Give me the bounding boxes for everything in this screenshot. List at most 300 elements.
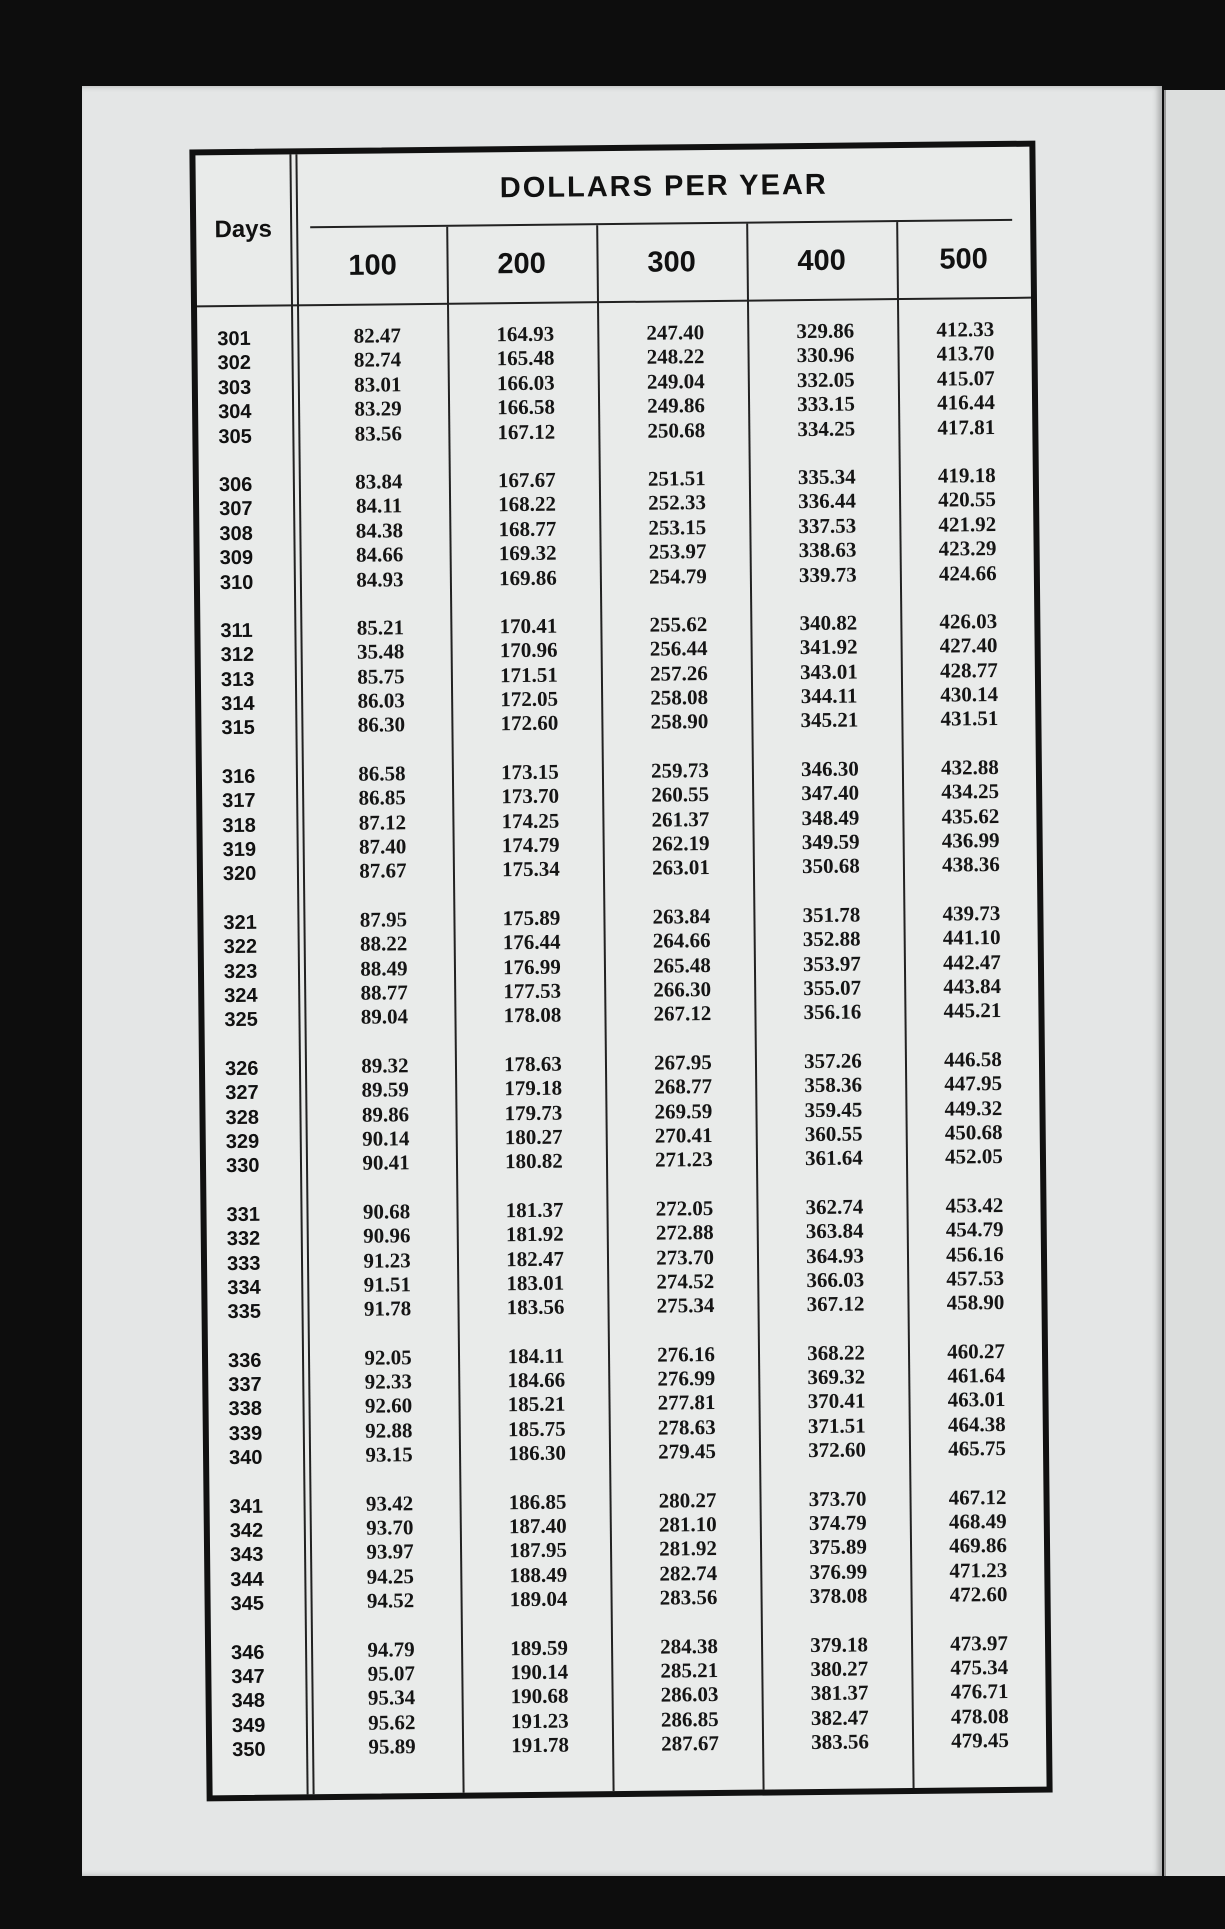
- value-cell: 183.01: [506, 1270, 565, 1296]
- value-cell: 375.89: [809, 1534, 868, 1560]
- value-cell: 415.07: [936, 365, 995, 391]
- table-header: [195, 147, 1031, 308]
- value-cell: 164.93: [496, 321, 555, 347]
- value-cell: 374.79: [808, 1510, 867, 1536]
- adjacent-page-edge: [1164, 90, 1225, 1876]
- value-cell: 186.30: [508, 1440, 567, 1466]
- value-cell: 379.18: [810, 1632, 869, 1657]
- value-cell: 188.49: [509, 1562, 568, 1587]
- value-cell: 461.64: [947, 1363, 1006, 1388]
- value-cell: 278.63: [657, 1414, 716, 1440]
- value-cell: 85.75: [357, 663, 405, 689]
- day-cell: 329: [225, 1130, 260, 1154]
- value-cell: 84.11: [355, 493, 403, 519]
- day-cell: 306: [218, 473, 253, 497]
- value-cell: 346.30: [800, 756, 859, 781]
- day-cell: 309: [219, 546, 254, 570]
- value-cell: 273.70: [655, 1244, 714, 1270]
- value-cell: 186.85: [508, 1489, 567, 1514]
- value-cell: 275.34: [656, 1293, 715, 1318]
- value-cell: 283.56: [659, 1585, 718, 1610]
- value-cell: 189.59: [510, 1635, 569, 1660]
- value-cell: 467.12: [948, 1484, 1007, 1510]
- day-cell: 343: [229, 1544, 264, 1567]
- value-cell: 263.84: [652, 903, 711, 929]
- value-cell: 468.49: [948, 1509, 1007, 1534]
- value-cell: 93.15: [365, 1442, 413, 1467]
- day-cell: 314: [221, 692, 255, 716]
- value-cell: 90.96: [363, 1223, 411, 1248]
- value-cell: 352.88: [802, 926, 861, 952]
- value-cell: 475.34: [950, 1654, 1009, 1680]
- value-cell: 286.03: [660, 1682, 719, 1707]
- value-cell: 264.66: [652, 928, 711, 953]
- value-cell: 361.64: [804, 1145, 863, 1171]
- values-column-100: [303, 323, 466, 1784]
- value-cell: 252.33: [648, 490, 707, 516]
- value-cell: 172.05: [500, 686, 559, 712]
- day-cell: 323: [223, 960, 258, 983]
- values-column-500: [897, 317, 1048, 1778]
- day-cell: 321: [223, 911, 257, 934]
- values-column-300: [601, 320, 764, 1781]
- value-cell: 447.95: [944, 1071, 1003, 1096]
- value-cell: 263.01: [651, 855, 710, 881]
- value-cell: 174.79: [501, 832, 560, 858]
- value-cell: 82.47: [353, 323, 402, 348]
- value-cell: 88.77: [360, 980, 408, 1005]
- value-cell: 267.12: [653, 1001, 712, 1027]
- value-cell: 362.74: [805, 1194, 864, 1219]
- value-cell: 333.15: [797, 391, 856, 417]
- value-cell: 372.60: [808, 1437, 867, 1463]
- value-cell: 183.56: [506, 1294, 565, 1320]
- value-cell: 458.90: [946, 1290, 1005, 1315]
- day-cell: 313: [220, 668, 255, 691]
- value-cell: 92.88: [365, 1418, 413, 1443]
- value-cell: 285.21: [660, 1657, 719, 1683]
- value-cell: 253.15: [648, 514, 707, 540]
- value-cell: 260.55: [651, 782, 710, 807]
- value-cell: 339.73: [798, 562, 857, 587]
- value-cell: 269.59: [654, 1098, 713, 1124]
- day-cell: 340: [228, 1447, 263, 1470]
- value-cell: 341.92: [799, 634, 858, 660]
- value-cell: 257.26: [649, 660, 708, 686]
- value-cell: 181.37: [505, 1197, 564, 1222]
- day-cell: 338: [228, 1398, 263, 1421]
- value-cell: 368.22: [807, 1340, 866, 1365]
- column-header-200: 200: [497, 247, 546, 280]
- value-cell: 184.11: [507, 1343, 565, 1368]
- day-cell: 330: [225, 1155, 260, 1178]
- day-cell: 331: [226, 1203, 261, 1226]
- value-cell: 282.74: [659, 1560, 718, 1586]
- value-cell: 378.08: [809, 1583, 868, 1609]
- value-cell: 357.26: [803, 1048, 862, 1073]
- value-cell: 175.34: [501, 857, 560, 882]
- value-cell: 465.75: [948, 1436, 1007, 1461]
- value-cell: 454.79: [945, 1217, 1004, 1242]
- value-cell: 95.62: [368, 1709, 416, 1735]
- day-cell: 308: [219, 522, 253, 545]
- value-cell: 373.70: [808, 1486, 867, 1511]
- value-cell: 177.53: [503, 978, 562, 1004]
- value-cell: 436.99: [941, 828, 1000, 853]
- value-cell: 421.92: [938, 511, 997, 537]
- value-cell: 84.93: [356, 566, 404, 592]
- value-cell: 280.27: [658, 1487, 717, 1513]
- value-cell: 338.63: [798, 537, 857, 563]
- value-cell: 281.92: [659, 1536, 718, 1562]
- value-cell: 335.34: [797, 464, 856, 490]
- value-cell: 332.05: [796, 367, 855, 392]
- day-cell: 302: [217, 352, 252, 375]
- value-cell: 453.42: [945, 1192, 1004, 1218]
- value-cell: 258.90: [650, 709, 709, 735]
- value-cell: 89.86: [361, 1101, 410, 1127]
- value-cell: 89.04: [360, 1004, 409, 1030]
- value-cell: 424.66: [938, 560, 997, 586]
- value-cell: 175.89: [502, 905, 561, 931]
- value-cell: 180.82: [504, 1148, 563, 1174]
- day-cell: 322: [223, 936, 258, 959]
- value-cell: 95.89: [368, 1734, 416, 1759]
- value-cell: 276.16: [657, 1341, 716, 1367]
- value-cell: 88.22: [359, 931, 408, 956]
- value-cell: 86.03: [357, 688, 405, 713]
- value-cell: 343.01: [799, 659, 858, 684]
- value-cell: 179.18: [504, 1075, 563, 1101]
- value-cell: 165.48: [496, 346, 555, 371]
- value-cell: 382.47: [810, 1705, 869, 1730]
- value-cell: 266.30: [653, 977, 712, 1002]
- value-cell: 84.66: [355, 542, 404, 567]
- value-cell: 93.97: [366, 1539, 414, 1565]
- value-cell: 35.48: [356, 639, 405, 665]
- value-cell: 353.97: [802, 951, 861, 976]
- day-cell: 348: [231, 1690, 266, 1713]
- value-cell: 445.21: [943, 998, 1002, 1023]
- value-cell: 92.05: [364, 1344, 412, 1370]
- value-cell: 167.12: [497, 419, 556, 444]
- value-cell: 170.41: [499, 613, 558, 639]
- value-cell: 434.25: [941, 779, 1000, 804]
- value-cell: 479.45: [951, 1728, 1010, 1753]
- value-cell: 463.01: [947, 1387, 1006, 1413]
- day-cell: 333: [226, 1252, 261, 1275]
- day-cell: 336: [227, 1349, 262, 1372]
- value-cell: 181.92: [505, 1221, 564, 1247]
- value-cell: 363.84: [805, 1218, 864, 1244]
- value-cell: 251.51: [647, 466, 706, 491]
- value-cell: 173.15: [500, 759, 559, 785]
- value-cell: 182.47: [506, 1246, 565, 1271]
- value-cell: 249.86: [647, 393, 706, 418]
- value-cell: 167.67: [497, 467, 556, 493]
- value-cell: 91.23: [363, 1247, 411, 1273]
- value-cell: 176.99: [502, 954, 561, 979]
- value-cell: 255.62: [649, 611, 708, 637]
- value-cell: 178.08: [503, 1003, 562, 1028]
- value-cell: 276.99: [657, 1366, 716, 1391]
- day-cell: 312: [220, 644, 255, 667]
- value-cell: 432.88: [940, 754, 999, 780]
- value-cell: 87.95: [359, 907, 408, 932]
- day-cell: 326: [224, 1057, 259, 1080]
- value-cell: 329.86: [796, 318, 855, 344]
- value-cell: 450.68: [944, 1119, 1003, 1145]
- value-cell: 457.53: [946, 1265, 1005, 1291]
- value-cell: 431.51: [940, 706, 999, 732]
- value-cell: 471.23: [949, 1557, 1008, 1583]
- value-cell: 256.44: [649, 636, 708, 661]
- value-cell: 168.22: [498, 491, 557, 517]
- value-cell: 250.68: [647, 417, 706, 443]
- value-cell: 87.12: [358, 809, 407, 835]
- value-cell: 178.63: [503, 1051, 562, 1076]
- value-cell: 376.99: [809, 1559, 868, 1584]
- value-cell: 261.37: [651, 806, 710, 832]
- value-cell: 334.25: [797, 416, 856, 441]
- value-cell: 166.58: [497, 394, 556, 420]
- value-cell: 93.70: [366, 1515, 414, 1540]
- value-cell: 93.42: [365, 1490, 414, 1516]
- value-cell: 190.14: [510, 1659, 569, 1685]
- value-cell: 95.34: [367, 1685, 416, 1711]
- value-cell: 82.74: [353, 347, 402, 373]
- value-cell: 469.86: [949, 1533, 1008, 1559]
- value-cell: 287.67: [661, 1731, 720, 1756]
- value-cell: 277.81: [657, 1390, 716, 1416]
- value-cell: 449.32: [944, 1095, 1003, 1121]
- value-cell: 438.36: [941, 852, 1000, 878]
- value-cell: 272.88: [655, 1220, 714, 1245]
- value-cell: 417.81: [937, 414, 996, 440]
- value-cell: 262.19: [651, 831, 710, 856]
- value-cell: 423.29: [938, 536, 997, 561]
- value-cell: 281.10: [658, 1512, 717, 1537]
- value-cell: 166.03: [496, 370, 555, 396]
- value-cell: 279.45: [658, 1439, 717, 1464]
- value-cell: 442.47: [942, 949, 1001, 975]
- value-cell: 91.51: [363, 1272, 412, 1297]
- value-cell: 349.59: [801, 829, 860, 855]
- value-cell: 348.49: [801, 805, 860, 830]
- value-cell: 176.44: [502, 929, 561, 955]
- interest-table: [189, 141, 1052, 1802]
- value-cell: 90.41: [362, 1150, 410, 1176]
- value-cell: 355.07: [803, 975, 862, 1001]
- values-column-200: [451, 321, 614, 1782]
- day-cell: 316: [221, 765, 256, 789]
- value-cell: 371.51: [807, 1413, 866, 1438]
- value-cell: 86.30: [357, 712, 406, 738]
- value-cell: 180.27: [504, 1124, 563, 1150]
- value-cell: 478.08: [950, 1703, 1009, 1729]
- day-cell: 317: [222, 790, 256, 813]
- value-cell: 340.82: [799, 610, 858, 636]
- value-cell: 427.40: [939, 633, 998, 658]
- day-cell: 318: [222, 814, 256, 837]
- day-cell: 304: [218, 401, 252, 424]
- value-cell: 452.05: [944, 1144, 1003, 1169]
- table-body: [197, 299, 1047, 1796]
- dollars-per-year-title: DOLLARS PER YEAR: [499, 168, 828, 205]
- value-cell: 428.77: [939, 657, 998, 683]
- value-cell: 420.55: [938, 487, 997, 512]
- day-cell: 328: [225, 1106, 260, 1129]
- value-cell: 94.25: [366, 1563, 415, 1589]
- value-cell: 85.21: [356, 615, 405, 640]
- value-cell: 274.52: [656, 1268, 715, 1294]
- value-cell: 258.08: [650, 685, 709, 710]
- value-cell: 456.16: [945, 1241, 1004, 1267]
- value-cell: 83.01: [354, 372, 402, 397]
- value-cell: 191.78: [511, 1732, 570, 1758]
- days-column-header: Days: [214, 215, 273, 244]
- value-cell: 179.73: [504, 1100, 563, 1125]
- value-cell: 443.84: [943, 974, 1002, 999]
- value-cell: 366.03: [806, 1267, 865, 1292]
- day-cell: 350: [232, 1738, 266, 1762]
- value-cell: 170.96: [499, 637, 558, 663]
- day-cell: 347: [231, 1665, 265, 1689]
- value-cell: 173.70: [501, 783, 560, 809]
- value-cell: 90.68: [362, 1198, 411, 1224]
- value-cell: 95.07: [367, 1661, 416, 1686]
- day-cell: 344: [230, 1568, 264, 1591]
- value-cell: 435.62: [941, 803, 1000, 829]
- value-cell: 268.77: [654, 1074, 713, 1099]
- value-cell: 172.60: [500, 711, 559, 736]
- day-cell: 305: [218, 425, 252, 448]
- value-cell: 350.68: [801, 853, 860, 879]
- value-cell: 267.95: [653, 1049, 712, 1075]
- value-cell: 265.48: [652, 952, 711, 978]
- value-cell: 359.45: [804, 1097, 863, 1122]
- value-cell: 430.14: [940, 682, 999, 707]
- values-column-400: [751, 318, 914, 1779]
- value-cell: 337.53: [798, 513, 857, 538]
- value-cell: 330.96: [796, 342, 855, 368]
- value-cell: 370.41: [807, 1388, 866, 1414]
- value-cell: 419.18: [937, 463, 996, 488]
- value-cell: 356.16: [803, 999, 862, 1025]
- value-cell: 347.40: [801, 780, 860, 806]
- value-cell: 344.11: [800, 683, 858, 709]
- value-cell: 184.66: [507, 1367, 566, 1393]
- value-cell: 473.97: [950, 1630, 1009, 1656]
- value-cell: 358.36: [804, 1072, 863, 1098]
- value-cell: 185.21: [507, 1392, 566, 1417]
- value-cell: 190.68: [510, 1683, 569, 1709]
- value-cell: 476.71: [950, 1679, 1009, 1704]
- value-cell: 185.75: [507, 1416, 566, 1442]
- value-cell: 360.55: [804, 1121, 863, 1147]
- day-cell: 324: [224, 984, 258, 1008]
- value-cell: 464.38: [947, 1411, 1006, 1437]
- value-cell: 87.67: [359, 858, 407, 884]
- value-cell: 351.78: [802, 902, 861, 927]
- day-cell: 334: [227, 1276, 261, 1300]
- day-cell: 337: [228, 1373, 262, 1397]
- value-cell: 91.78: [363, 1296, 412, 1321]
- day-cell: 307: [219, 498, 253, 521]
- value-cell: 248.22: [646, 344, 705, 370]
- day-cell: 345: [230, 1592, 265, 1616]
- value-cell: 259.73: [650, 757, 709, 783]
- value-cell: 83.84: [355, 469, 403, 494]
- column-header-300: 300: [647, 245, 696, 279]
- value-cell: 369.32: [807, 1364, 866, 1390]
- value-cell: 83.56: [354, 420, 403, 446]
- value-cell: 191.23: [510, 1708, 569, 1733]
- value-cell: 169.32: [498, 540, 557, 566]
- day-cell: 310: [219, 571, 254, 594]
- value-cell: 83.29: [354, 396, 402, 421]
- day-cell: 335: [227, 1301, 262, 1324]
- value-cell: 86.58: [358, 761, 406, 786]
- day-cell: 315: [221, 717, 255, 740]
- value-cell: 270.41: [654, 1122, 713, 1148]
- day-cell: 327: [225, 1081, 259, 1105]
- value-cell: 284.38: [660, 1633, 719, 1659]
- value-cell: 381.37: [810, 1680, 869, 1706]
- value-cell: 272.05: [655, 1195, 714, 1221]
- value-cell: 88.49: [360, 955, 408, 981]
- value-cell: 87.40: [358, 834, 407, 859]
- value-cell: 86.85: [358, 785, 406, 810]
- value-cell: 174.25: [501, 808, 560, 833]
- value-cell: 426.03: [939, 608, 998, 634]
- value-cell: 189.04: [509, 1586, 568, 1612]
- value-cell: 441.10: [942, 925, 1001, 950]
- value-cell: 439.73: [942, 900, 1001, 926]
- value-cell: 254.79: [648, 563, 707, 589]
- value-cell: 84.38: [355, 517, 404, 543]
- value-cell: 271.23: [654, 1147, 713, 1172]
- day-cell: 303: [217, 376, 252, 399]
- value-cell: 446.58: [943, 1046, 1002, 1072]
- day-cell: 342: [229, 1519, 264, 1543]
- value-cell: 90.14: [361, 1126, 410, 1151]
- day-cell: 311: [220, 619, 253, 643]
- value-cell: 383.56: [811, 1729, 870, 1755]
- value-cell: 412.33: [936, 317, 995, 342]
- value-cell: 94.79: [367, 1636, 415, 1662]
- value-cell: 171.51: [499, 662, 558, 687]
- days-column: [217, 326, 304, 1786]
- value-cell: 286.85: [660, 1706, 719, 1732]
- value-cell: 187.95: [509, 1538, 568, 1563]
- value-cell: 380.27: [810, 1656, 869, 1682]
- value-cell: 89.59: [361, 1077, 409, 1102]
- value-cell: 367.12: [806, 1291, 865, 1317]
- value-cell: 187.40: [508, 1513, 567, 1539]
- value-cell: 92.33: [364, 1369, 413, 1394]
- day-cell: 332: [226, 1227, 261, 1251]
- value-cell: 89.32: [361, 1052, 409, 1078]
- value-cell: 253.97: [648, 539, 707, 564]
- value-cell: 94.52: [366, 1588, 415, 1613]
- column-header-500: 500: [939, 242, 988, 276]
- day-cell: 301: [217, 327, 251, 351]
- value-cell: 413.70: [936, 341, 995, 367]
- value-cell: 249.04: [646, 368, 705, 394]
- value-cell: 460.27: [946, 1338, 1005, 1364]
- day-cell: 341: [229, 1495, 264, 1518]
